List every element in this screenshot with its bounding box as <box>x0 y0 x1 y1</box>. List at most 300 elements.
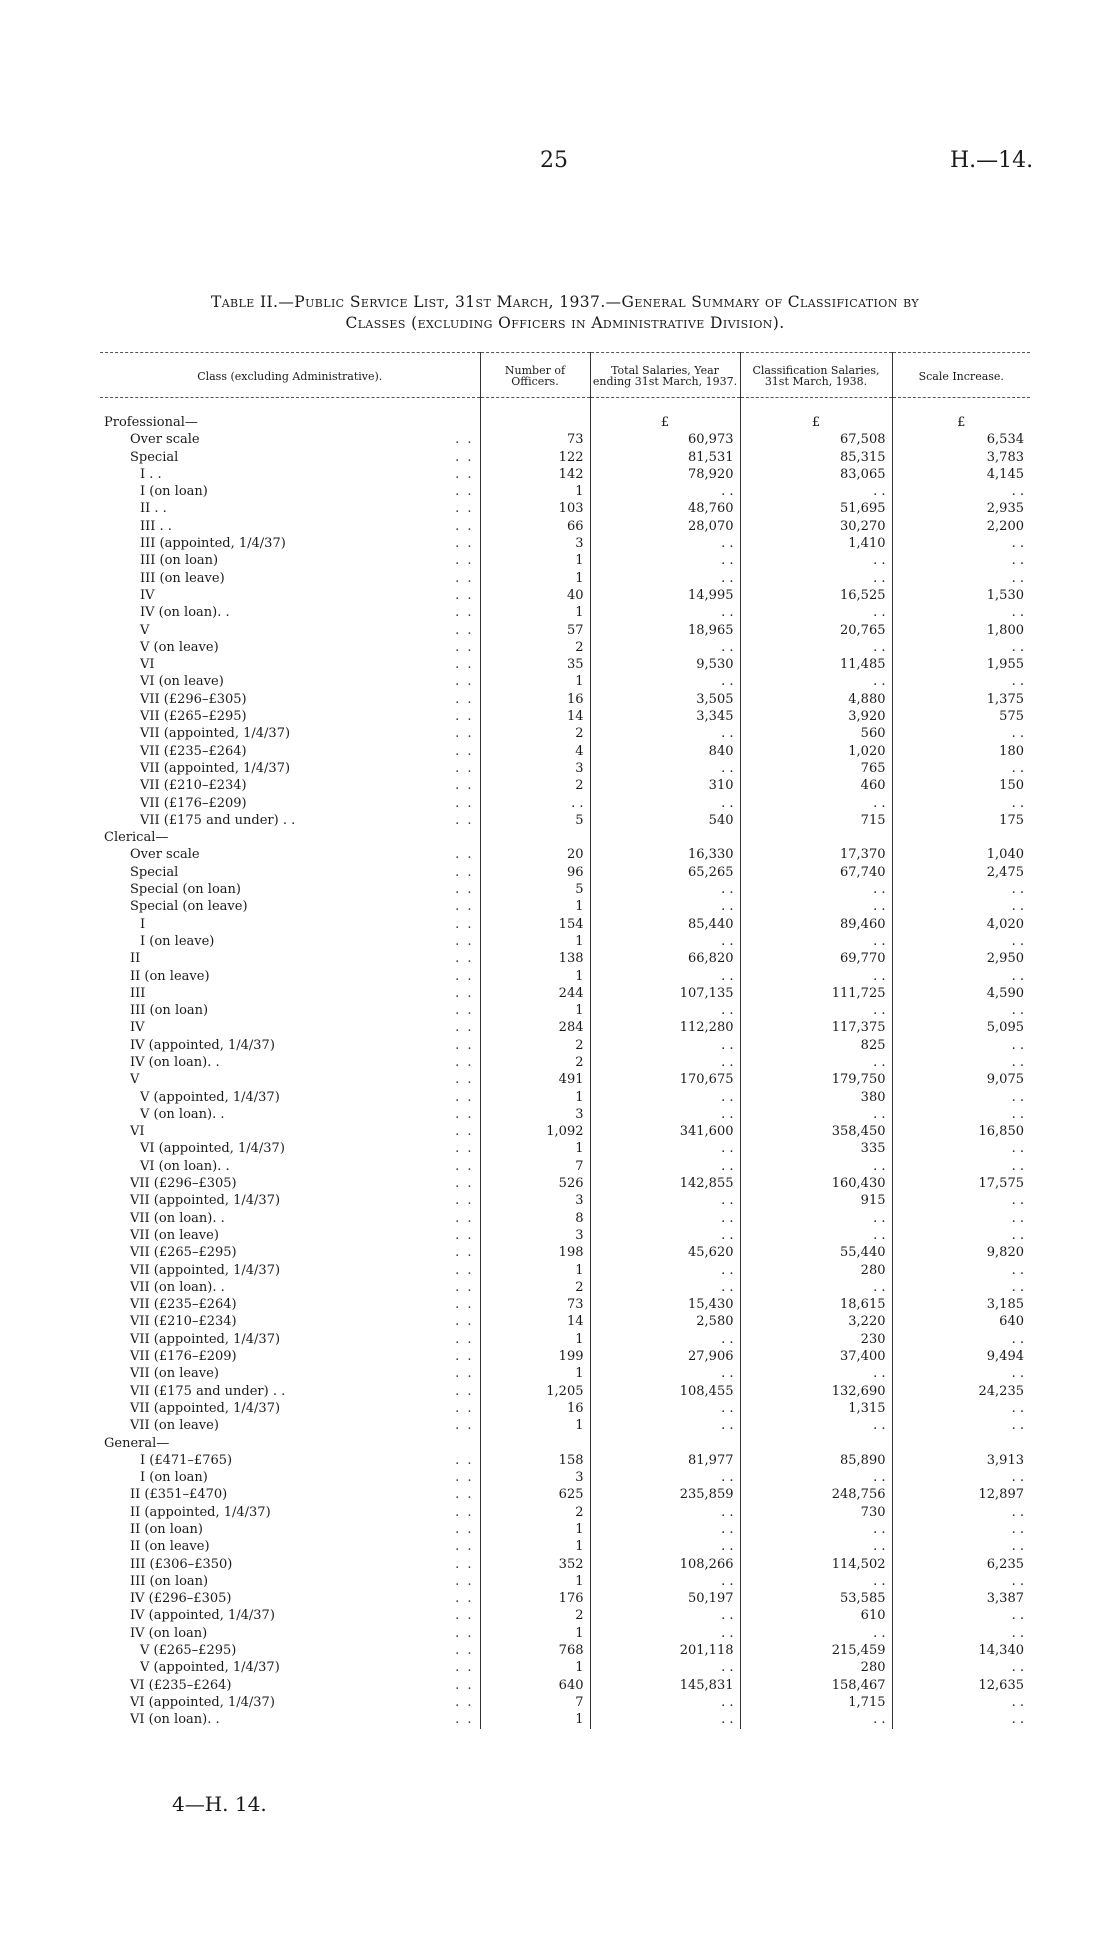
class-label-cell <box>100 1573 480 1590</box>
scale-increase: 16,850 <box>892 1123 1030 1140</box>
class-label-cell <box>100 1313 480 1330</box>
number-of-officers: 1 <box>480 570 590 587</box>
class-label-cell <box>100 1556 480 1573</box>
dots: . . <box>455 1037 474 1053</box>
class-label-cell <box>100 1521 480 1538</box>
total-salaries: . . <box>590 1573 740 1590</box>
class-label: III (on loan) <box>130 1003 209 1019</box>
dots: . . <box>455 1522 474 1537</box>
number-of-officers: 1 <box>480 1002 590 1019</box>
scale-increase: 640 <box>892 1313 1030 1330</box>
total-salaries: . . <box>590 1002 740 1019</box>
table-row <box>100 656 1030 673</box>
scale-increase: . . <box>892 1210 1030 1227</box>
classification-salaries: 53,585 <box>740 1590 892 1607</box>
dots: . . <box>455 1470 474 1486</box>
leader-dots <box>455 1521 473 1538</box>
classification-table-container <box>100 352 1030 1729</box>
classification-salaries: 18,615 <box>740 1296 892 1313</box>
class-label: V (appointed, 1/4/37) <box>140 1089 280 1105</box>
leader-dots <box>455 898 473 915</box>
col-header-class: Class (excluding Administrative). <box>197 369 383 383</box>
table-row <box>100 1521 1030 1538</box>
number-of-officers: 1 <box>480 1573 590 1590</box>
dots: . . <box>455 501 474 517</box>
table-row <box>100 1383 1030 1400</box>
class-label: IV (on loan). . <box>130 1054 220 1070</box>
table-row <box>100 1002 1030 1019</box>
table-row <box>100 1538 1030 1555</box>
total-salaries: . . <box>590 1521 740 1538</box>
number-of-officers: 1,092 <box>480 1123 590 1140</box>
total-salaries: 27,906 <box>590 1348 740 1365</box>
dots: . . <box>455 1003 474 1019</box>
classification-salaries: 715 <box>740 812 892 829</box>
number-of-officers: 20 <box>480 846 590 863</box>
dots: . . <box>455 1452 474 1468</box>
table-row <box>100 622 1030 639</box>
total-salaries: . . <box>590 1694 740 1711</box>
class-label: Special (on loan) <box>130 882 241 898</box>
number-of-officers: 768 <box>480 1642 590 1659</box>
leader-dots <box>455 812 473 829</box>
number-of-officers: 14 <box>480 1313 590 1330</box>
scale-increase: 4,590 <box>892 985 1030 1002</box>
leader-dots <box>455 985 473 1002</box>
classification-salaries: . . <box>740 898 892 915</box>
class-label: IV (on loan) <box>130 1625 208 1641</box>
number-of-officers: 158 <box>480 1452 590 1469</box>
table-row <box>100 1037 1030 1054</box>
number-of-officers: 103 <box>480 500 590 517</box>
class-label: V <box>130 1072 140 1088</box>
class-label-cell <box>100 950 480 967</box>
scale-increase: . . <box>892 1262 1030 1279</box>
scale-increase: . . <box>892 1538 1030 1555</box>
class-label-cell <box>100 1019 480 1036</box>
class-label-cell <box>100 500 480 517</box>
table-row <box>100 1210 1030 1227</box>
scale-increase: . . <box>892 639 1030 656</box>
class-label: III (on loan) <box>140 553 219 569</box>
class-label-cell <box>100 760 480 777</box>
empty-cell <box>892 1435 1030 1452</box>
dots: . . <box>455 743 474 759</box>
leader-dots <box>455 881 473 898</box>
total-salaries: 540 <box>590 812 740 829</box>
table-row <box>100 1607 1030 1624</box>
class-label: VII (appointed, 1/4/37) <box>130 1400 281 1416</box>
dots: . . <box>455 1556 474 1572</box>
table-row <box>100 431 1030 448</box>
leader-dots <box>455 743 473 760</box>
total-salaries: 15,430 <box>590 1296 740 1313</box>
scale-increase: 12,635 <box>892 1677 1030 1694</box>
scale-increase: . . <box>892 1659 1030 1676</box>
classification-salaries: . . <box>740 1002 892 1019</box>
class-label-cell <box>100 1054 480 1071</box>
table-row <box>100 898 1030 915</box>
dots: . . <box>455 1625 474 1641</box>
classification-salaries: 85,315 <box>740 449 892 466</box>
scale-increase: 9,494 <box>892 1348 1030 1365</box>
classification-salaries: . . <box>740 673 892 690</box>
class-label-cell <box>100 570 480 587</box>
classification-salaries: . . <box>740 604 892 621</box>
class-label: VII (on leave) <box>130 1366 219 1382</box>
table-row <box>100 1019 1030 1036</box>
number-of-officers: 1 <box>480 1711 590 1728</box>
scale-increase: 2,475 <box>892 864 1030 881</box>
dots: . . <box>455 1193 474 1209</box>
class-label: VII (£235–£264) <box>130 1297 237 1313</box>
leader-dots <box>455 864 473 881</box>
total-salaries: . . <box>590 483 740 500</box>
dots: . . <box>455 553 474 569</box>
total-salaries: 108,455 <box>590 1383 740 1400</box>
scale-increase: . . <box>892 1607 1030 1624</box>
total-salaries: 341,600 <box>590 1123 740 1140</box>
leader-dots <box>455 1296 473 1313</box>
scale-increase: 150 <box>892 777 1030 794</box>
table-row <box>100 552 1030 569</box>
dots: . . <box>455 1089 474 1105</box>
scale-increase: . . <box>892 1106 1030 1123</box>
class-label-cell <box>100 1452 480 1469</box>
number-of-officers: 1 <box>480 1331 590 1348</box>
section-label: General— <box>104 1435 170 1451</box>
scale-increase: 2,950 <box>892 950 1030 967</box>
number-of-officers: 3 <box>480 535 590 552</box>
leader-dots <box>455 431 473 448</box>
number-of-officers: 73 <box>480 431 590 448</box>
class-label-cell <box>100 812 480 829</box>
total-salaries: . . <box>590 1538 740 1555</box>
scale-increase: 12,897 <box>892 1486 1030 1503</box>
number-of-officers: 16 <box>480 1400 590 1417</box>
table-row <box>100 1158 1030 1175</box>
table-row <box>100 1659 1030 1676</box>
total-salaries: 81,977 <box>590 1452 740 1469</box>
scale-increase: 2,935 <box>892 500 1030 517</box>
class-label-cell <box>100 1486 480 1503</box>
number-of-officers: 2 <box>480 1607 590 1624</box>
class-label-cell <box>100 1210 480 1227</box>
leader-dots <box>455 552 473 569</box>
dots: . . <box>455 968 474 984</box>
class-label: VII (£265–£295) <box>130 1245 237 1261</box>
total-salaries: . . <box>590 795 740 812</box>
class-label-cell <box>100 1331 480 1348</box>
class-label-cell <box>100 1089 480 1106</box>
scale-increase: 1,955 <box>892 656 1030 673</box>
classification-salaries: 30,270 <box>740 518 892 535</box>
dots: . . <box>455 657 474 673</box>
scale-increase: . . <box>892 535 1030 552</box>
dots: . . <box>455 1643 474 1659</box>
total-salaries: 85,440 <box>590 916 740 933</box>
leader-dots <box>455 916 473 933</box>
class-label: VII (£175 and under) . . <box>140 812 296 828</box>
class-label: I (on loan) <box>140 1470 208 1486</box>
class-label-cell <box>100 1711 480 1728</box>
classification-salaries: . . <box>740 1054 892 1071</box>
classification-salaries: 55,440 <box>740 1244 892 1261</box>
leader-dots <box>455 622 473 639</box>
class-label-cell <box>100 673 480 690</box>
table-row <box>100 1089 1030 1106</box>
leader-dots <box>455 795 473 812</box>
classification-salaries: . . <box>740 1521 892 1538</box>
leader-dots <box>455 1210 473 1227</box>
class-label: Over scale <box>130 432 200 448</box>
leader-dots <box>455 1002 473 1019</box>
table-row <box>100 518 1030 535</box>
number-of-officers: 526 <box>480 1175 590 1192</box>
scale-increase: . . <box>892 968 1030 985</box>
total-salaries: . . <box>590 1089 740 1106</box>
scale-increase: . . <box>892 1227 1030 1244</box>
dots: . . <box>455 916 474 932</box>
scale-increase: . . <box>892 795 1030 812</box>
leader-dots <box>455 1089 473 1106</box>
classification-salaries: 1,715 <box>740 1694 892 1711</box>
classification-salaries: . . <box>740 1538 892 1555</box>
class-label-cell <box>100 431 480 448</box>
leader-dots <box>455 725 473 742</box>
class-label-cell <box>100 725 480 742</box>
dots: . . <box>455 432 474 448</box>
class-label: VII (£176–£209) <box>140 795 247 811</box>
dots: . . <box>455 1383 474 1399</box>
number-of-officers: 66 <box>480 518 590 535</box>
number-of-officers: 176 <box>480 1590 590 1607</box>
table-row <box>100 795 1030 812</box>
dots: . . <box>455 726 474 742</box>
number-of-officers: 625 <box>480 1486 590 1503</box>
empty-cell <box>590 829 740 846</box>
dots: . . <box>455 847 474 863</box>
leader-dots <box>455 1711 473 1728</box>
leader-dots <box>455 777 473 794</box>
class-label: III (£306–£350) <box>130 1556 233 1572</box>
scale-increase: . . <box>892 570 1030 587</box>
class-label-cell <box>100 1244 480 1261</box>
dots: . . <box>455 691 474 707</box>
class-label-cell <box>100 1002 480 1019</box>
classification-salaries: . . <box>740 1573 892 1590</box>
classification-salaries: . . <box>740 1417 892 1434</box>
number-of-officers: 491 <box>480 1071 590 1088</box>
class-label-cell <box>100 1037 480 1054</box>
table-row <box>100 1486 1030 1503</box>
dots: . . <box>455 449 474 465</box>
class-label-cell <box>100 1140 480 1157</box>
class-label-cell <box>100 1538 480 1555</box>
table-row <box>100 1711 1030 1728</box>
dots: . . <box>455 1106 474 1122</box>
number-of-officers: 8 <box>480 1210 590 1227</box>
classification-salaries: 158,467 <box>740 1677 892 1694</box>
class-label: IV (on loan). . <box>140 605 230 621</box>
total-salaries: . . <box>590 1331 740 1348</box>
total-salaries: . . <box>590 604 740 621</box>
number-of-officers: 40 <box>480 587 590 604</box>
dots: . . <box>455 1279 474 1295</box>
dots: . . <box>455 1314 474 1330</box>
classification-salaries: 765 <box>740 760 892 777</box>
class-label: Special <box>130 449 179 465</box>
total-salaries: 9,530 <box>590 656 740 673</box>
leader-dots <box>455 1192 473 1209</box>
scale-increase: . . <box>892 881 1030 898</box>
class-label: V (£265–£295) <box>140 1643 237 1659</box>
classification-salaries: . . <box>740 1227 892 1244</box>
classification-salaries: 179,750 <box>740 1071 892 1088</box>
number-of-officers: 7 <box>480 1158 590 1175</box>
class-label-cell <box>100 691 480 708</box>
dots: . . <box>455 1418 474 1434</box>
number-of-officers: 14 <box>480 708 590 725</box>
leader-dots <box>455 449 473 466</box>
class-label-cell <box>100 1262 480 1279</box>
table-row <box>100 777 1030 794</box>
dots: . . <box>455 466 474 482</box>
leader-dots <box>455 1071 473 1088</box>
empty-cell <box>590 1435 740 1452</box>
scale-increase: 9,075 <box>892 1071 1030 1088</box>
dots: . . <box>455 1366 474 1382</box>
total-salaries: . . <box>590 1607 740 1624</box>
leader-dots <box>455 1573 473 1590</box>
scale-increase: . . <box>892 1002 1030 1019</box>
table-row <box>100 985 1030 1002</box>
leader-dots <box>455 691 473 708</box>
number-of-officers: 1 <box>480 1365 590 1382</box>
class-label: V (appointed, 1/4/37) <box>140 1660 280 1676</box>
table-row <box>100 1590 1030 1607</box>
leader-dots <box>455 535 473 552</box>
class-label: III . . <box>140 518 172 534</box>
class-label-cell <box>100 1296 480 1313</box>
dots: . . <box>455 1504 474 1520</box>
class-label-cell <box>100 449 480 466</box>
classification-salaries: 111,725 <box>740 985 892 1002</box>
empty-cell <box>740 829 892 846</box>
classification-salaries: . . <box>740 795 892 812</box>
table-title-line-2: Classes (excluding Officers in Administrative Division). <box>345 314 785 332</box>
leader-dots <box>455 570 473 587</box>
total-salaries: . . <box>590 881 740 898</box>
total-salaries: . . <box>590 552 740 569</box>
dots: . . <box>455 1176 474 1192</box>
dots: . . <box>455 1608 474 1624</box>
scale-increase: 3,185 <box>892 1296 1030 1313</box>
number-of-officers: 142 <box>480 466 590 483</box>
class-label-cell <box>100 1642 480 1659</box>
classification-salaries: 117,375 <box>740 1019 892 1036</box>
table-row <box>100 1469 1030 1486</box>
number-of-officers: 1 <box>480 1262 590 1279</box>
total-salaries: . . <box>590 1365 740 1382</box>
empty-cell <box>480 829 590 846</box>
leader-dots <box>455 1019 473 1036</box>
table-row <box>100 1417 1030 1434</box>
total-salaries: 18,965 <box>590 622 740 639</box>
class-label-cell <box>100 466 480 483</box>
section-label: Clerical— <box>104 830 169 846</box>
dots: . . <box>455 1677 474 1693</box>
table-row <box>100 587 1030 604</box>
total-salaries: . . <box>590 1469 740 1486</box>
leader-dots <box>455 1313 473 1330</box>
scale-increase: 6,235 <box>892 1556 1030 1573</box>
class-label-cell <box>100 1348 480 1365</box>
leader-dots <box>455 483 473 500</box>
scale-increase: . . <box>892 1192 1030 1209</box>
class-label-cell <box>100 604 480 621</box>
scale-increase: 14,340 <box>892 1642 1030 1659</box>
number-of-officers: 2 <box>480 1054 590 1071</box>
leader-dots <box>455 673 473 690</box>
total-salaries: . . <box>590 1504 740 1521</box>
table-row <box>100 1365 1030 1382</box>
scale-increase: 1,040 <box>892 846 1030 863</box>
dots: . . <box>455 1297 474 1313</box>
classification-salaries: 230 <box>740 1331 892 1348</box>
class-label-cell <box>100 1123 480 1140</box>
number-of-officers: 5 <box>480 881 590 898</box>
classification-salaries: . . <box>740 1469 892 1486</box>
leader-dots <box>455 1158 473 1175</box>
leader-dots <box>455 1504 473 1521</box>
number-of-officers: 1 <box>480 673 590 690</box>
leader-dots <box>455 1331 473 1348</box>
total-salaries: 2,580 <box>590 1313 740 1330</box>
scale-increase: . . <box>892 1521 1030 1538</box>
number-of-officers: 2 <box>480 1279 590 1296</box>
scale-increase: 2,200 <box>892 518 1030 535</box>
table-body <box>100 398 1030 1729</box>
total-salaries: . . <box>590 1400 740 1417</box>
class-label-cell <box>100 1175 480 1192</box>
class-label: IV <box>130 1020 145 1036</box>
class-label: III (on leave) <box>140 570 225 586</box>
total-salaries: . . <box>590 760 740 777</box>
scale-increase: 4,145 <box>892 466 1030 483</box>
dots: . . <box>455 1400 474 1416</box>
classification-salaries: 1,020 <box>740 743 892 760</box>
class-label: VII (appointed, 1/4/37) <box>140 760 291 776</box>
table-row <box>100 535 1030 552</box>
class-label: IV (£296–£305) <box>130 1591 232 1607</box>
scale-increase: 4,020 <box>892 916 1030 933</box>
dots: . . <box>455 674 474 690</box>
leader-dots <box>455 1140 473 1157</box>
section-header-row <box>100 829 1030 846</box>
scale-increase: 9,820 <box>892 1244 1030 1261</box>
leader-dots <box>455 1694 473 1711</box>
dots: . . <box>455 951 474 967</box>
class-label: VI <box>140 657 155 673</box>
scale-increase: 3,913 <box>892 1452 1030 1469</box>
scale-increase: 3,387 <box>892 1590 1030 1607</box>
class-label-cell <box>100 1365 480 1382</box>
number-of-officers: 1 <box>480 552 590 569</box>
total-salaries: 66,820 <box>590 950 740 967</box>
number-of-officers: 3 <box>480 760 590 777</box>
table-row <box>100 1192 1030 1209</box>
